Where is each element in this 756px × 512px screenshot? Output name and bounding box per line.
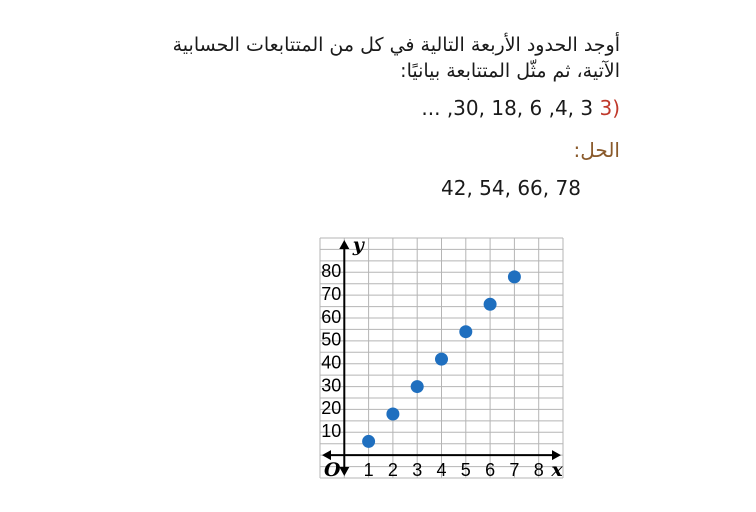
x-tick-label: 8: [533, 459, 544, 480]
question-text-line-1: أوجد الحدود الأربعة التالية في كل من المتتابعات الحسابية: [172, 34, 620, 56]
data-point: [362, 435, 375, 448]
y-tick-label: 10: [321, 421, 342, 442]
origin-label: O: [324, 459, 341, 482]
x-tick-label: 3: [412, 459, 423, 480]
y-axis-arrow-up: [339, 240, 349, 249]
x-axis-label: x: [551, 459, 563, 482]
x-tick-label: 7: [509, 459, 520, 480]
data-point: [484, 298, 497, 311]
data-point: [508, 270, 521, 283]
solution-answer: 42, 54, 66, 78: [441, 176, 581, 200]
y-tick-label: 60: [321, 306, 342, 327]
y-tick-label: 50: [321, 329, 342, 350]
x-tick-label: 1: [363, 459, 374, 480]
problem-number: 3): [599, 96, 620, 120]
y-axis-arrow-down: [339, 467, 349, 476]
y-axis-label: y: [352, 234, 364, 256]
y-tick-label: 80: [321, 261, 342, 282]
x-tick-label: 5: [460, 459, 471, 480]
y-tick-label: 30: [321, 375, 342, 396]
question-text-line-2: الآتية، ثم مثّل المتتابعة بيانيًا:: [400, 60, 620, 82]
y-tick-label: 20: [321, 398, 342, 419]
data-point: [435, 353, 448, 366]
data-point: [386, 408, 399, 421]
x-tick-label: 2: [387, 459, 398, 480]
y-tick-label: 70: [321, 283, 342, 304]
data-point: [411, 380, 424, 393]
x-tick-label: 6: [485, 459, 496, 480]
sequence-text: ... ,30, 18, 6 ,4, 3: [421, 96, 594, 120]
x-tick-label: 4: [436, 459, 447, 480]
y-tick-label: 40: [321, 352, 342, 373]
solution-label: الحل:: [573, 138, 620, 162]
data-point: [459, 325, 472, 338]
